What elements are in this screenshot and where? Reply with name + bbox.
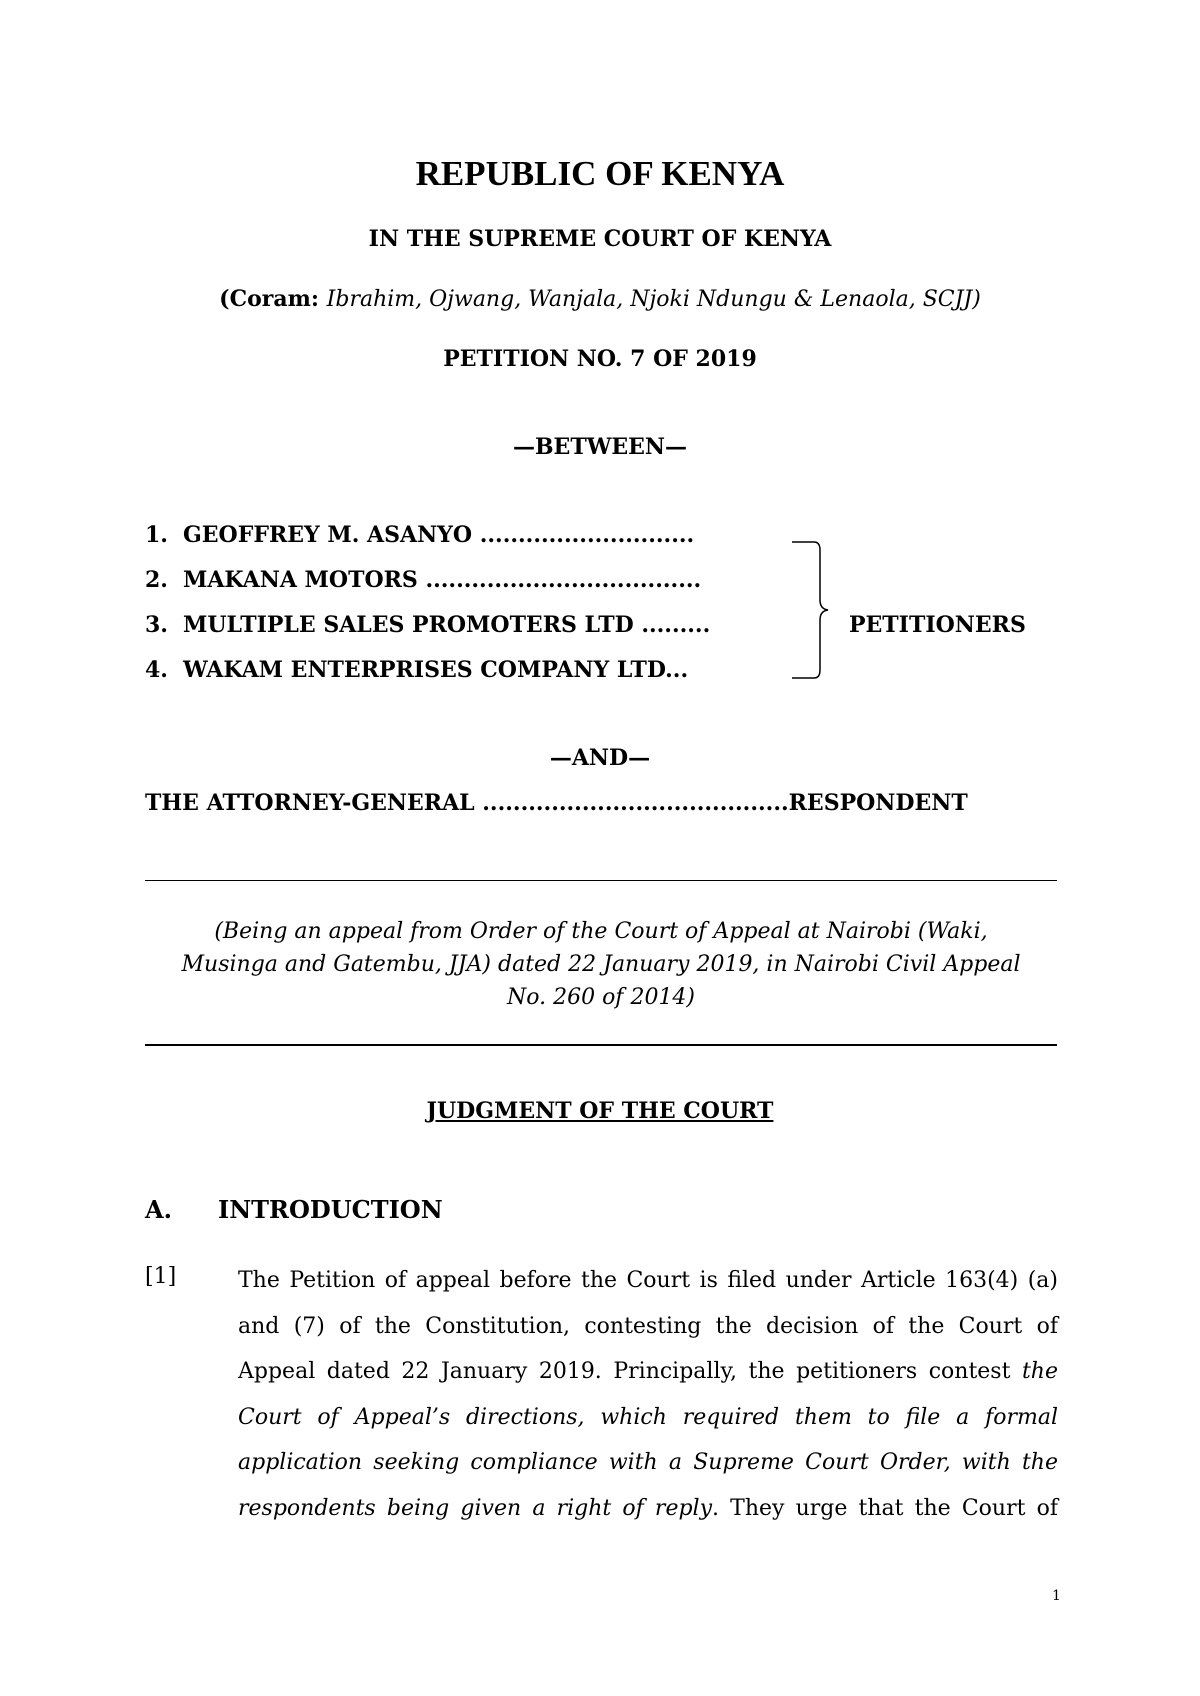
- petitioner-number: 2.: [145, 567, 168, 593]
- paragraph-emphasis: respondents being given a right of reply: [238, 1495, 713, 1521]
- paragraph-body: [238, 1258, 1058, 1531]
- paragraph-number: [1]: [145, 1264, 177, 1289]
- petitioner-2: [145, 567, 701, 593]
- appeal-note: [145, 915, 1057, 1014]
- respondent-line: THE ATTORNEY-GENERAL ........................................RESPONDENT: [145, 790, 968, 816]
- petitioner-4: [145, 657, 688, 683]
- court-name: IN THE SUPREME COURT OF KENYA: [368, 226, 832, 252]
- judgment-title: JUDGMENT OF THE COURT: [426, 1098, 774, 1124]
- petitioner-1: [145, 522, 694, 548]
- paragraph-text: Appeal dated 22 January 2019. Principally, the petitioners contest: [238, 1359, 1022, 1384]
- coram-label: (Coram:: [219, 286, 327, 312]
- page-number: 1: [1052, 1588, 1061, 1604]
- coram-line: [0, 286, 1200, 312]
- petitioner-number: 1.: [145, 522, 168, 548]
- divider-bottom: [145, 1044, 1057, 1046]
- petitioners-label: PETITIONERS: [849, 612, 1026, 638]
- petitioner-name: MAKANA MOTORS ....................................: [183, 567, 702, 593]
- appeal-note-line: No. 260 of 2014): [506, 985, 696, 1010]
- appeal-note-line: (Being an appeal from Order of the Court of Appeal at Nairobi (Waki,: [214, 919, 988, 944]
- petitioner-number: 4.: [145, 657, 168, 683]
- petitioner-name: WAKAM ENTERPRISES COMPANY LTD...: [183, 657, 689, 683]
- paragraph-line: application seeking compliance with a Supreme Court Order, with the: [238, 1450, 1058, 1475]
- paragraph-emphasis: the: [1021, 1359, 1058, 1384]
- paragraph-text: . They urge that the Court of: [712, 1495, 1058, 1521]
- coram-judges: Ibrahim, Ojwang, Wanjala, Njoki Ndungu & Lenaola, SCJJ): [326, 287, 981, 312]
- document-title: REPUBLIC OF KENYA: [415, 154, 785, 193]
- petition-number: PETITION NO. 7 OF 2019: [443, 346, 757, 372]
- section-letter: A.: [145, 1195, 172, 1224]
- appeal-note-line: Musinga and Gatembu, JJA) dated 22 January 2019, in Nairobi Civil Appeal: [181, 952, 1021, 977]
- paragraph-line: Court of Appeal’s directions, which required them to file a formal: [238, 1404, 1058, 1430]
- petitioner-name: MULTIPLE SALES PROMOTERS LTD .........: [183, 612, 711, 638]
- and-label: —AND—: [549, 745, 651, 771]
- between-label: —BETWEEN—: [512, 434, 688, 460]
- petitioner-number: 3.: [145, 612, 168, 638]
- section-title: INTRODUCTION: [218, 1195, 443, 1224]
- petitioner-3: [145, 612, 710, 638]
- paragraph-line: The Petition of appeal before the Court is filed under Article 163(4) (a): [238, 1268, 1058, 1293]
- petitioners-brace: [790, 530, 850, 690]
- paragraph-line: [238, 1349, 1058, 1395]
- paragraph-line: and (7) of the Constitution, contesting the decision of the Court of: [238, 1313, 1058, 1339]
- paragraph-line: [238, 1486, 1058, 1532]
- divider-top: [145, 880, 1057, 881]
- petitioner-name: GEOFFREY M. ASANYO ............................: [183, 522, 695, 548]
